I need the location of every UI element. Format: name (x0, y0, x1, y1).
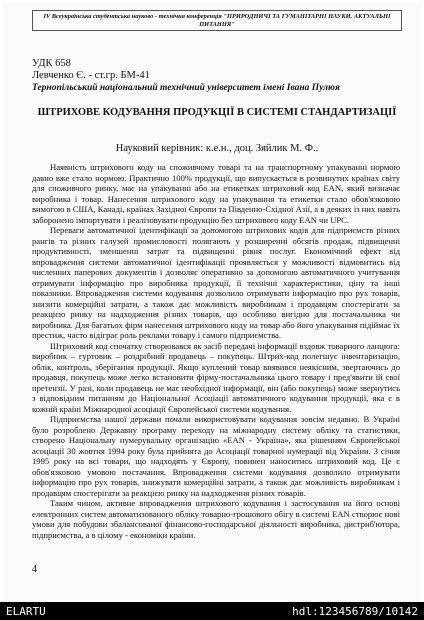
university-line: Тернопільський національний технічний університет імені Івана Пулюя (32, 83, 340, 93)
handle-id[interactable]: hdl:123456789/10142 (292, 604, 418, 618)
paper-title: ШТРИХОВЕ КОДУВАННЯ ПРОДУКЦІЇ В СИСТЕМІ СТАНДАРТИЗАЦІЇ (37, 107, 397, 118)
body-text (32, 162, 400, 540)
author-line: Левченко Є. - ст.гр. БМ-41 (32, 70, 150, 81)
paragraph-1: Наявність штрихового коду на споживчому товарі та на транспортному упакуванні нормою давно вже стало нормою. Практично 100% продукції, що випускається в розвинутих країнах світу для споживчого ринку, має на упакуванні або на етикетках штриховий код EAN, який визначає виробника і товар. Нанесення штрихового коду на упакування та етикетки стало обов'язковою вимогою в США, Канаді, країнах Західної Європи та Південно-Східної Азії, а в деяких із них навіть заборонено імпортувати і реалізовувати продукцію без штрихового коду EAN чи UPC. (32, 162, 400, 225)
repository-footer (0, 602, 424, 620)
paragraph-5: Таким чином, активне впровадження штрихового кодування і застосування на його основі електронних систем автоматизованого обліку товарно-грошового обігу в системі EAN створює нові умови для побудови збалансованої фінансово-господарської діяльності виробника, дистриб'ютора, підприємства, а в цілому - економіки країни. (32, 498, 400, 540)
conference-header: IV Всеукраїнська студентська науково - технічна конференція "ПРИРОДНИЧІ ТА ГУМАНІТАРНІ НАУКИ. АКТУАЛЬНІ ПИТАННЯ" (32, 10, 402, 31)
paragraph-4: Підприємства нашої держави почали використовувати кодування зовсім недавно. В Україні було розроблено Державну програму переходу на міжнародну систему обліку та статистики, створено Національну нумерувальну організацію «EAN - Україна», яка рішенням Європейської асоціації 30 жовтня 1994 року була прийнята до Асоціації товарної нумерації від України. З січня 1995 року на всі товари, що надходять у Європу, повинен наноситись штриховий код. Це є обов'язковою умовою постачання. Впровадження системи кодування дозволило отримувати інформацію про рух товарів, знижувати комерційні затрати, а також дає можливість виробникам і продавцям спостерігати за реакцією ринку на надходження різних товарів. (32, 414, 400, 498)
udk-code: УДК 658 (32, 58, 71, 69)
document-page (2, 2, 422, 602)
paragraph-2: Переваги автоматичної ідентифікації за допомогою штрихових кодів для підприємств різних рангів та різних галузей промисловості полягають у розширенні обсягів продаж, підвищенні продуктивності, зменшенні затрат та підвищенні рівня послуг. Економічний ефект від впровадження системи автоматичної ідентифікації проявляється у можливості відмовитись від численних паперових документів і дозволяє оперативно за допомогою автоматичного учитування отримувати інформацію про виробника продукції, її технічні характеристики, ціну та інші показники. Впровадження системи кодування дозволило отримувати інформацію про рух товарів, знизити комерційні затрати, а також дає можливість виробникам і продавцям спостерігати за реакцією ринку на надходження різних товарів, що особливо вигідно для постачальника чи виробника. Для багатьох фірм нанесення штрихового коду на товар або його упакування підіймає їх престиж, часто відіграє роль реклами товару і самого підприємства. (32, 225, 400, 340)
page-number: 4 (32, 564, 37, 575)
paragraph-3: Штриховий код спочатку створювався як засіб передачі інформації вздовж товарного ланцюга: виробник – гуртовик – роздрібний продавець – покупець. Штрих-код полегшує інвентаризацію, облік, контроль, зберігання продукції. Якщо куплений товар виявився неякісним, звертаючись до продавця, покупець може легко встановити фірму-постачальника цього товару і пред'явити їй свої претензії. У разі, коли продавець не має необхідної інформації, він (або покупець) може звернутись з відповідним питанням до Національної Асоціації автоматичного кодування продукції, яка є в кожній країні Міжнародної асоціації Європейської системи кодування. (32, 340, 400, 414)
supervisor-line: Науковий керівник: к.е.н., доц. Зяйлик М. Ф.. (115, 143, 319, 154)
repository-name: ELARTU (6, 604, 46, 618)
